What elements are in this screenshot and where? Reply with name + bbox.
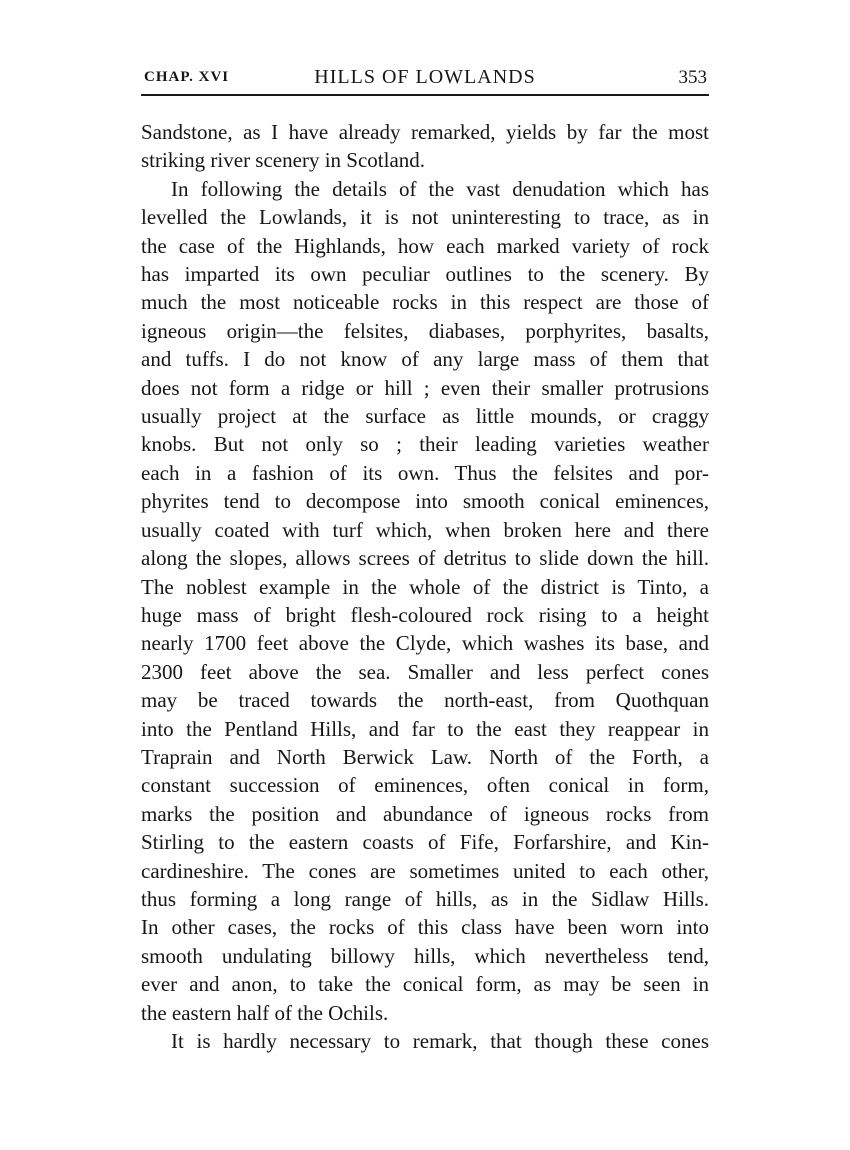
book-page (141, 64, 709, 1055)
text-line: Sandstone, as I have already remarked, yields by far the most (141, 120, 709, 144)
text-line: In other cases, the rocks of this class have been worn into (141, 915, 709, 940)
text-line: into the Pentland Hills, and far to the east they reappear in (141, 716, 709, 741)
text-line: may be traced towards the north-east, from Quothquan (141, 688, 709, 713)
text-line: constant succession of eminences, often conical in form, (141, 773, 709, 798)
text-line: 2300 feet above the sea. Smaller and less perfect cones (141, 659, 709, 684)
text-line: nearly 1700 feet above the Clyde, which washes its base, and (141, 631, 709, 656)
text-line: along the slopes, allows screes of detritus to slide down the hill. (141, 546, 709, 571)
text-line: igneous origin—the felsites, diabases, porphyrites, basalts, (141, 318, 709, 343)
text-line: Stirling to the eastern coasts of Fife, Forfarshire, and Kin- (141, 830, 709, 855)
text-line: knobs. But not only so ; their leading varieties weather (141, 432, 709, 457)
text-line: each in a fashion of its own. Thus the felsites and por- (141, 460, 709, 485)
text-line: huge mass of bright flesh-coloured rock rising to a height (141, 602, 709, 627)
text-line: cardineshire. The cones are sometimes united to each other, (141, 858, 709, 883)
text-line: the case of the Highlands, how each marked variety of rock (141, 233, 709, 258)
body-text (141, 118, 709, 1055)
text-line: much the most noticeable rocks in this respect are those of (141, 290, 709, 315)
text-line: Traprain and North Berwick Law. North of the Forth, a (141, 744, 709, 769)
text-line: has imparted its own peculiar outlines to the scenery. By (141, 262, 709, 287)
text-line: and tuffs. I do not know of any large mass of them that (141, 347, 709, 372)
text-line: marks the position and abundance of igneous rocks from (141, 801, 709, 826)
running-head (141, 64, 709, 96)
text-line: does not form a ridge or hill ; even their smaller protrusions (141, 375, 709, 400)
text-line: usually project at the surface as little mounds, or craggy (141, 404, 709, 429)
text-line: In following the details of the vast denudation which has (171, 176, 709, 201)
text-line: ever and anon, to take the conical form, as may be seen in (141, 972, 709, 997)
running-title: HILLS OF LOWLANDS (314, 66, 536, 88)
text-line: the eastern half of the Ochils. (141, 1000, 389, 1025)
page-number: 353 (678, 67, 707, 88)
text-line: smooth undulating billowy hills, which nevertheless tend, (141, 943, 709, 968)
text-line: levelled the Lowlands, it is not uninteresting to trace, as in (141, 205, 709, 230)
text-line: phyrites tend to decompose into smooth conical eminences, (141, 489, 709, 514)
text-line: The noblest example in the whole of the district is Tinto, a (141, 574, 709, 599)
text-line: usually coated with turf which, when broken here and there (141, 517, 709, 542)
text-line: It is hardly necessary to remark, that though these cones (171, 1029, 709, 1053)
text-line: thus forming a long range of hills, as in the Sidlaw Hills. (141, 886, 709, 911)
chapter-label: CHAP. XVI (144, 69, 230, 85)
text-line: striking river scenery in Scotland. (141, 148, 426, 173)
